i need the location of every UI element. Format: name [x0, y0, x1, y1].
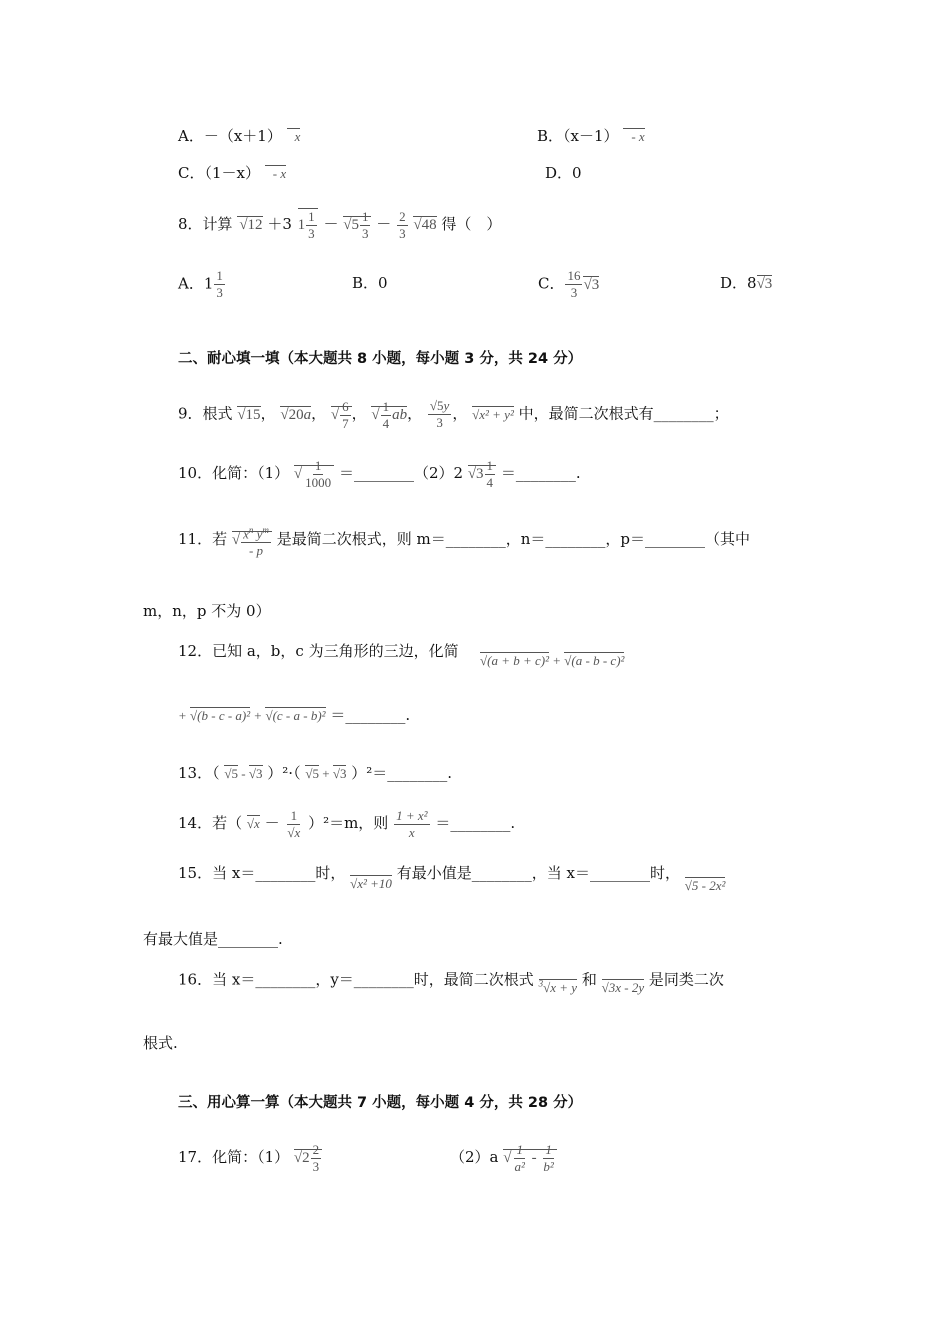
q8-option-b: B．0	[352, 274, 388, 292]
radical	[287, 126, 301, 149]
section3-heading: 三、用心算一算（本大题共 7 小题，每小题 4 分，共 28 分）	[178, 1095, 583, 1111]
q17-part2: （2）a √ $\frac{1}{\text{a²}}$ - $\frac{1}{\text{b²}}$	[450, 1140, 557, 1175]
q16-suffix: 是同类二次	[648, 970, 724, 989]
q11-prefix: 11．若	[178, 530, 228, 549]
q7-c-label: C．（1－x）	[178, 164, 260, 182]
q7-option-b	[537, 125, 645, 148]
q8-d-label: D．8	[720, 274, 757, 292]
q14-suffix: ＝________.	[435, 814, 516, 832]
q7-a-label: A．－（x＋1）	[178, 127, 282, 145]
q13-mid: ）²·（	[267, 764, 301, 782]
q7-d-label: D．0	[545, 164, 582, 182]
q8-prefix: 8．计算	[178, 215, 233, 233]
q15-question: 15．当 x＝________时， √x² +10 有最小值是________，当 x＝________时， √5 - 2x²	[178, 864, 726, 893]
q16-mid: 和	[581, 970, 597, 989]
section2-heading: 二、耐心填一填（本大题共 8 小题，每小题 3 分，共 24 分）	[178, 351, 583, 367]
q7-option-a	[178, 125, 300, 149]
q10-suffix: ＝________.	[500, 464, 581, 482]
q10-mid: ＝________（2）2	[338, 464, 464, 482]
q8-option-c: C． $\frac{16}{3}$ √3	[538, 268, 600, 300]
q13-suffix: ）²＝________.	[351, 764, 453, 782]
q9-prefix: 9．根式	[178, 404, 233, 423]
q15-prefix: 15．当 x＝________时，	[178, 864, 346, 882]
q13-prefix: 13．（	[178, 764, 220, 782]
q12-expr-bottom: + √(b - c - a)² + √(c - a - b)² ＝________.	[178, 706, 411, 724]
q12-question	[178, 640, 459, 662]
q8-a-label: A．1	[178, 274, 214, 293]
q11-continuation: m，n，p 不为 0）	[143, 602, 271, 620]
q17-prefix: 17．化简：（1）	[178, 1148, 290, 1166]
q11-question: 11．若 √ $\frac{x^n y^m}{- p}$ 是最简二次根式，则 m＝________，n＝________，p＝________（其中	[178, 522, 750, 559]
q12-suffix: ＝________.	[330, 706, 411, 724]
q9-suffix: 中，最简二次根式有________；	[518, 404, 729, 423]
q13-question: 13．（ √5 - √3 ）²·（ √5 + √3 ）²＝________.	[178, 764, 453, 782]
q16-continuation: 根式.	[143, 1034, 178, 1052]
q9-question: 9．根式 √15， √20a， √ $\frac{6}{7}$ ， √ $\frac{1}{4}$ ab， $\frac{√5y}{3}$ ， √x² + y² 中，最简二次根式有________；	[178, 398, 729, 431]
q12-expr-top: √(a + b + c)² + √(a - b - c)²	[480, 653, 625, 668]
q7-option-d	[545, 162, 582, 184]
q15-continuation: 有最大值是________.	[143, 930, 283, 948]
q7-option-c	[178, 162, 286, 185]
q7-b-label: B．（x－1）	[537, 127, 619, 145]
q17-question: 17．化简：（1） √2 $\frac{2}{3}$	[178, 1140, 322, 1175]
q12-prefix: 12．已知 a，b，c 为三角形的三边，化简	[178, 642, 459, 660]
q10-question: 10．化简：（1） √ $\frac{1}{1000}$ ＝________（2）2 √3 $\frac{1}{4}$ ＝________.	[178, 458, 581, 491]
q14-mid: ）²＝m，则	[308, 814, 389, 832]
q17-mid: （2）a	[450, 1148, 499, 1166]
q7-a-expr: x	[287, 128, 301, 144]
q8-option-a: A．1 $\frac{1}{3}$	[178, 268, 223, 300]
q7-b-expr: - x	[623, 128, 644, 144]
q8-c-label: C．	[538, 274, 565, 293]
q8-question: 8．计算 √12 ＋3 1 $\frac{1}{3}$ － √5 $\frac{1}{3}$ － $\frac{2}{3}$ √48 得（ ）	[178, 208, 502, 242]
q14-prefix: 14．若（	[178, 814, 243, 832]
q8-suffix: 得（ ）	[441, 215, 502, 233]
q14-question: 14．若（ √x － $\frac{1}{√x}$ ）²＝m，则 $\frac{\text{1 + x²}}{x}$ ＝________.	[178, 807, 516, 840]
q8-option-d: D．8√3	[720, 274, 773, 292]
q11-suffix: 是最简二次根式，则 m＝________，n＝________，p＝________（其中	[276, 530, 750, 549]
q7-c-expr: - x	[265, 165, 286, 181]
q10-prefix: 10．化简：（1）	[178, 464, 290, 482]
q16-prefix: 16．当 x＝________，y＝________时，最简二次根式	[178, 970, 534, 989]
q15-mid: 有最小值是________，当 x＝________时，	[396, 864, 680, 882]
q16-question: 16．当 x＝________，y＝________时，最简二次根式 $^3$√x + y 和 √3x - 2y 是同类二次	[178, 970, 724, 996]
